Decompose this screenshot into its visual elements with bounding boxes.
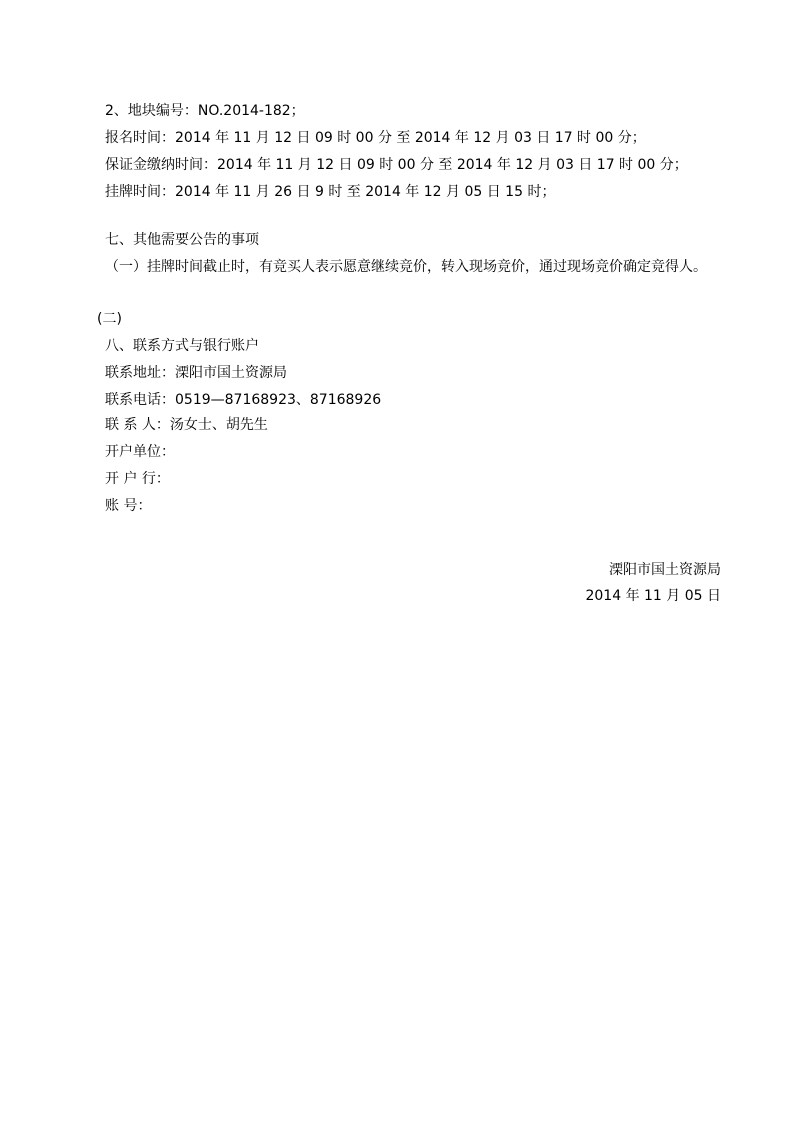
- section-seven-heading: 七、其他需要公告的事项: [105, 232, 259, 248]
- signature-org: 溧阳市国土资源局: [609, 562, 721, 578]
- section-seven-item-one: （一）挂牌时间截止时，有竞买人表示愿意继续竞价，转入现场竞价，通过现场竞价确定竞得人。: [105, 259, 707, 275]
- registration-time: 报名时间：2014 年 11 月 12 日 09 时 00 分 至 2014 年 12 月 03 日 17 时 00 分；: [105, 130, 646, 146]
- contact-address: 联系地址：溧阳市国土资源局: [105, 365, 287, 381]
- account-number: 账 号：: [105, 498, 152, 514]
- account-unit: 开户单位：: [105, 444, 175, 460]
- contact-phone: 联系电话：0519—87168923、87168926: [105, 392, 382, 408]
- listing-time: 挂牌时间：2014 年 11 月 26 日 9 时 至 2014 年 12 月 05 日 15 时；: [105, 184, 556, 200]
- section-eight-heading: 八、联系方式与银行账户: [105, 338, 259, 354]
- deposit-time: 保证金缴纳时间：2014 年 11 月 12 日 09 时 00 分 至 2014 年 12 月 03 日 17 时 00 分；: [105, 157, 688, 173]
- parcel-number: 2、地块编号：NO.2014-182；: [105, 103, 305, 119]
- section-seven-item-two: (二): [97, 311, 122, 327]
- signature-date: 2014 年 11 月 05 日: [585, 588, 721, 604]
- bank-name: 开 户 行：: [105, 471, 170, 487]
- contact-person: 联 系 人：汤女士、胡先生: [105, 417, 268, 433]
